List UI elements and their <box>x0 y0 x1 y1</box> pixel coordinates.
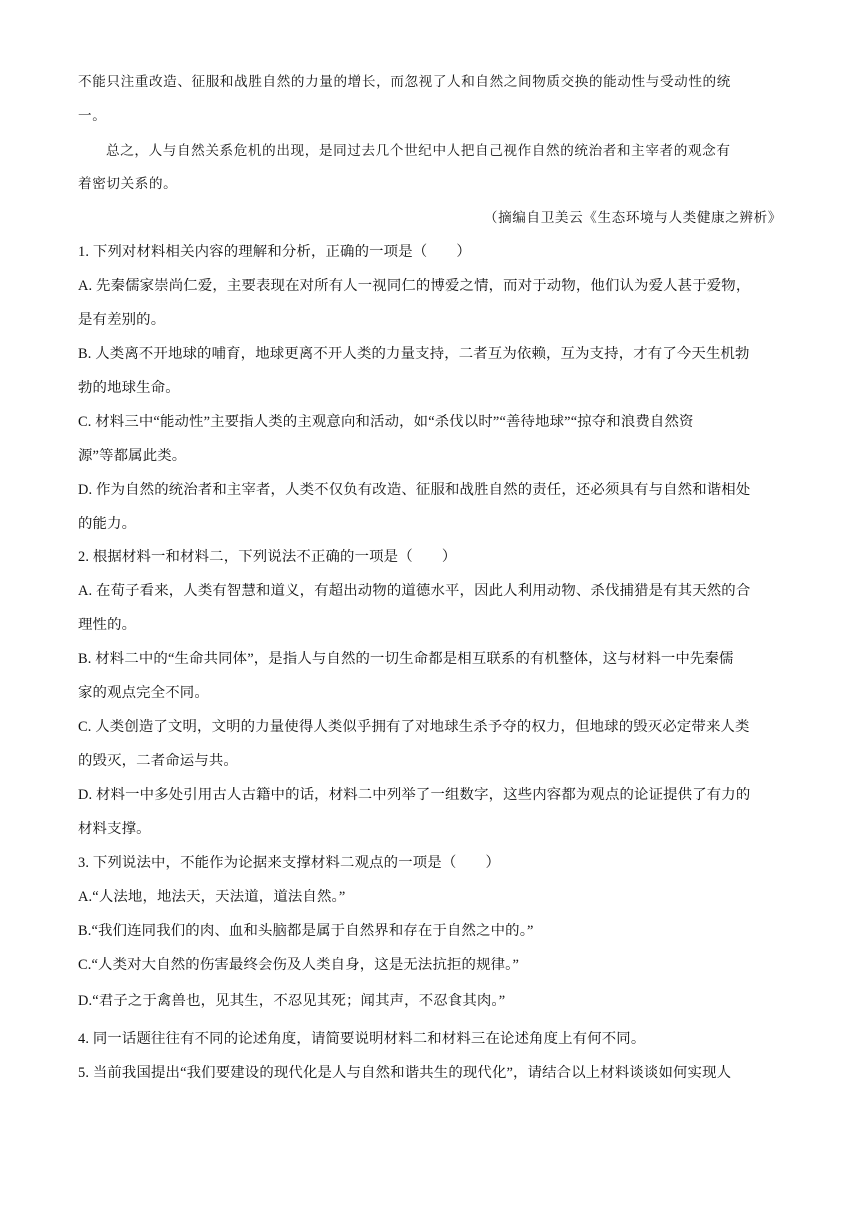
option-line: 材料支撑。 <box>78 821 151 837</box>
option-line: 理性的。 <box>78 617 137 633</box>
option-line: A.“人法地，地法天，天法道，道法自然。” <box>78 889 346 905</box>
question-stem: 2. 根据材料一和材料二，下列说法不正确的一项是（ ） <box>78 549 457 565</box>
option-line: B. 材料二中的“生命共同体”，是指人与自然的一切生命都是相互联系的有机整体，这与材料一中先秦儒 <box>78 651 734 667</box>
question-stem: 3. 下列说法中，不能作为论据来支撑材料二观点的一项是（ ） <box>78 855 500 871</box>
option-line: 是有差别的。 <box>78 312 166 328</box>
option-line: D.“君子之于禽兽也，见其生，不忍见其死；闻其声，不忍食其肉。” <box>78 993 506 1009</box>
option-line: C. 人类创造了文明，文明的力量使得人类似乎拥有了对地球生杀予夺的权力，但地球的毁灭必定带来人类 <box>78 719 750 735</box>
option-line: A. 先秦儒家崇尚仁爱，主要表现在对所有人一视同仁的博爱之情，而对于动物，他们认为爱人甚于爱物， <box>78 278 751 294</box>
option-line: B.“我们连同我们的肉、血和头脑都是属于自然界和存在于自然之中的。” <box>78 923 534 939</box>
option-line: 勃的地球生命。 <box>78 380 180 396</box>
option-line: C. 材料三中“能动性”主要指人类的主观意向和活动，如“杀伐以时”“善待地球”“掠夺和浪费自然资 <box>78 414 694 430</box>
option-line: 的毁灭，二者命运与共。 <box>78 753 238 769</box>
option-line: 家的观点完全不同。 <box>78 685 209 701</box>
option-line: 的能力。 <box>78 516 137 532</box>
question-stem: 5. 当前我国提出“我们要建设的现代化是人与自然和谐共生的现代化”，请结合以上材料谈谈如何实现人 <box>78 1065 732 1081</box>
passage-line: 着密切关系的。 <box>78 176 178 192</box>
passage-line: 一。 <box>78 108 107 124</box>
option-line: 源”等都属此类。 <box>78 448 187 464</box>
question-stem: 1. 下列对材料相关内容的理解和分析，正确的一项是（ ） <box>78 244 471 260</box>
passage-line: 总之，人与自然关系危机的出现，是同过去几个世纪中人把自己视作自然的统治者和主宰者的观念有 <box>106 143 731 159</box>
option-line: C.“人类对大自然的伤害最终会伤及人类自身，这是无法抗拒的规律。” <box>78 957 520 973</box>
passage-line: 不能只注重改造、征服和战胜自然的力量的增长，而忽视了人和自然之间物质交换的能动性与受动性的统 <box>78 74 731 90</box>
source-citation: （摘编自卫美云《生态环境与人类健康之辨析》 <box>483 210 782 226</box>
option-line: B. 人类离不开地球的哺育，地球更离不开人类的力量支持，二者互为依赖，互为支持，才有了今天生机勃 <box>78 346 750 362</box>
option-line: D. 作为自然的统治者和主宰者，人类不仅负有改造、征服和战胜自然的责任，还必须具有与自然和谐相处 <box>78 482 751 498</box>
option-line: D. 材料一中多处引用古人古籍中的话，材料二中列举了一组数字，这些内容都为观点的论证提供了有力的 <box>78 787 751 803</box>
question-stem: 4. 同一话题往往有不同的论述角度，请简要说明材料二和材料三在论述角度上有何不同。 <box>78 1031 646 1047</box>
option-line: A. 在荀子看来，人类有智慧和道义，有超出动物的道德水平，因此人利用动物、杀伐捕猎是有其天然的合 <box>78 583 751 599</box>
